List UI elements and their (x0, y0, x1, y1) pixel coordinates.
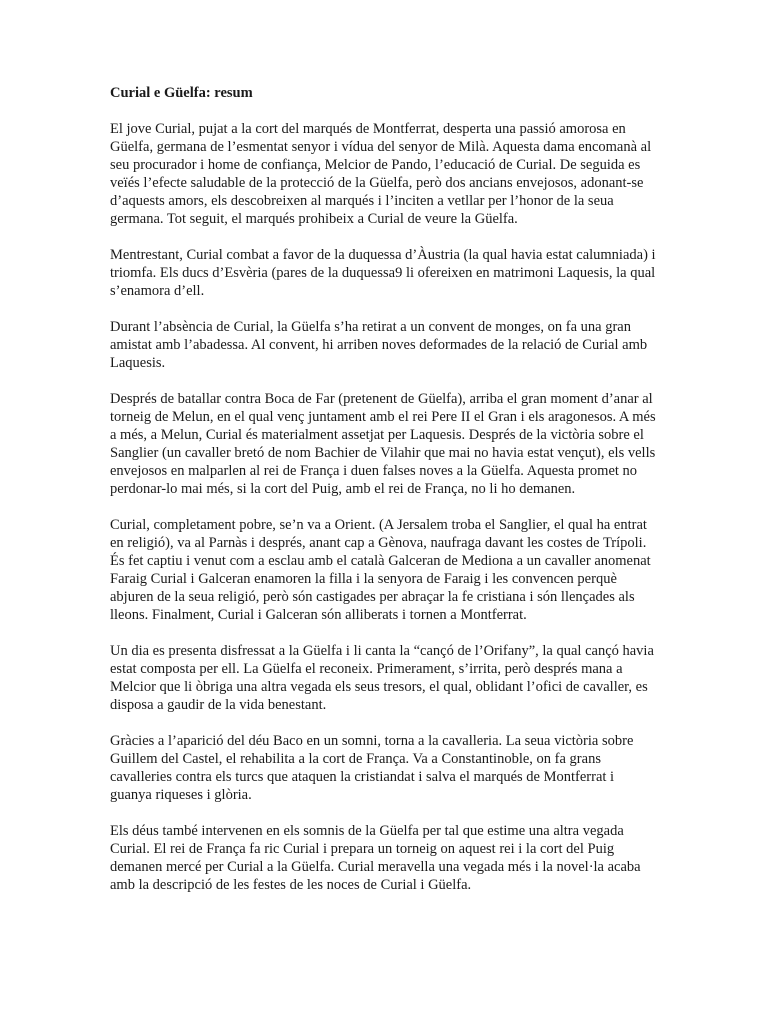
paragraph-2: Mentrestant, Curial combat a favor de la duquessa d’Àustria (la qual havia estat calumniada) i triomfa. Els ducs d’Esvèria (pares de la duquessa9 li ofereixen en matrimoni Laquesis, la qual s’enamora d’ell. (110, 247, 656, 299)
document-title: Curial e Güelfa: resum (110, 85, 253, 101)
paragraph-7: Gràcies a l’aparició del déu Baco en un somni, torna a la cavalleria. La seua victòria sobre Guillem del Castel, el rehabilita a la cort de França. Va a Constantinoble, on fa grans cavalleries contra els turcs que ataquen la cristiandat i salva el marqués de Montferrat i guanya riqueses i glòria. (110, 733, 634, 803)
paragraph-5: Curial, completament pobre, se’n va a Orient. (A Jersalem troba el Sanglier, el qual ha entrat en religió), va al Parnàs i després, anant cap a Gènova, naufraga davant les costes de Trípoli. És fet captiu i venut com a esclau amb el català Galceran de Mediona a un cavaller anomenat Faraig Curial i Galceran enamoren la filla i la senyora de Faraig i les convencen perquè abjuren de la seua religió, però són castigades per abraçar la fe cristiana i són llençades als lleons. Finalment, Curial i Galceran són alliberats i tornen a Montferrat. (110, 517, 651, 623)
paragraph-4: Després de batallar contra Boca de Far (pretenent de Güelfa), arriba el gran moment d’anar al torneig de Melun, en el qual venç juntament amb el rei Pere II el Gran i els aragonesos. A més a més, a Melun, Curial és materialment assetjat per Laquesis. Després de la victòria sobre el Sanglier (un cavaller bretó de nom Bachier de Vilahir que mai no havia estat vençut), els vells envejosos en malparlen al rei de França i duen falses noves a la Güelfa. Aquesta promet no perdonar-lo mai més, si la cort del Puig, amb el rei de França, no li ho demanen. (110, 391, 656, 497)
paragraph-8: Els déus també intervenen en els somnis de la Güelfa per tal que estime una altra vegada Curial. El rei de França fa ric Curial i prepara un torneig on aquest rei i la cort del Puig demanen mercé per Curial a la Güelfa. Curial meravella una vegada més i la novel·la acaba amb la descripció de les festes de les noces de Curial i Güelfa. (110, 823, 641, 893)
paragraph-3: Durant l’absència de Curial, la Güelfa s’ha retirat a un convent de monges, on fa una gran amistat amb l’abadessa. Al convent, hi arriben noves deformades de la relació de Curial amb Laquesis. (110, 319, 648, 371)
paragraph-1: El jove Curial, pujat a la cort del marqués de Montferrat, desperta una passió amorosa en Güelfa, germana de l’esmentat senyor i vídua del senyor de Milà. Aquesta dama encomanà al seu procurador i home de confiança, Melcior de Pando, l’educació de Curial. De seguida es veïés l’efecte saludable de la protecció de la Güelfa, però dos ancians envejosos, adonant-se d’aquests amors, els descobreixen al marqués i l’inciten a vetllar per l’honor de la seua germana. Tot seguit, el marqués prohibeix a Curial de veure la Güelfa. (110, 121, 652, 227)
paragraph-6: Un dia es presenta disfressat a la Güelfa i li canta la “cançó de l’Orifany”, la qual cançó havia estat composta per ell. La Güelfa el reconeix. Primerament, s’irrita, però després mana a Melcior que li òbriga una altra vegada els seus tresors, el qual, oblidant l’ofici de cavaller, es disposa a gaudir de la vida benestant. (110, 643, 654, 713)
